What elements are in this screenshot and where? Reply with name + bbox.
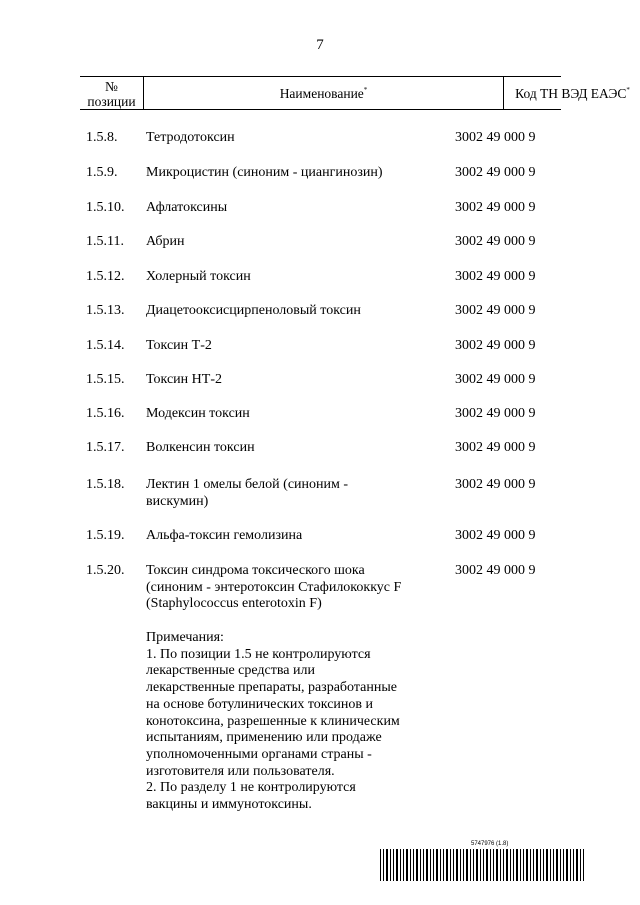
barcode-bar <box>540 849 541 881</box>
row-position-number: 1.5.17. <box>86 440 125 455</box>
row-position-number: 1.5.18. <box>86 477 125 492</box>
header-code-label: Код ТН ВЭД ЕАЭС <box>515 86 627 101</box>
barcode-bar <box>533 849 534 881</box>
barcode-bar <box>486 849 488 881</box>
notes-line: вакцины и иммунотоксины. <box>146 797 312 813</box>
barcode-bar <box>473 849 474 881</box>
row-position-number: 1.5.16. <box>86 406 125 421</box>
barcode-bar <box>446 849 448 881</box>
row-position-number: 1.5.12. <box>86 269 125 284</box>
barcode-bar <box>436 849 438 881</box>
row-name <box>146 338 436 355</box>
row-name-line: Модексин токсин <box>146 406 250 421</box>
barcode-bar <box>450 849 451 881</box>
row-name <box>146 303 436 320</box>
row-name <box>146 165 436 182</box>
notes-line: 1. По позиции 1.5 не контролируются <box>146 646 371 662</box>
barcode-bar <box>546 849 548 881</box>
barcode-number: 5747976 (1.8) <box>471 841 509 847</box>
row-name <box>146 563 436 613</box>
row-code: 3002 49 000 9 <box>455 338 536 353</box>
notes-line: лекарственные препараты, разработанные <box>146 680 397 696</box>
row-position-number: 1.5.20. <box>86 563 125 578</box>
row-position-number: 1.5.15. <box>86 372 125 387</box>
notes-block <box>146 630 446 814</box>
row-code: 3002 49 000 9 <box>455 440 536 455</box>
header-position-number <box>80 77 144 110</box>
header-name-footnote-mark: * <box>363 86 368 94</box>
barcode-bar <box>460 849 461 881</box>
barcode-bar <box>456 849 458 881</box>
notes-line: 2. По разделу 1 не контролируются <box>146 780 356 796</box>
barcode-bar <box>543 849 544 881</box>
row-name-line: Волкенсин токсин <box>146 440 255 455</box>
barcode-bar <box>573 849 574 881</box>
barcode-bar <box>470 849 471 881</box>
row-name-line: Диацетооксисцирпеноловый токсин <box>146 303 361 318</box>
row-name-line: Токсин НТ-2 <box>146 372 222 387</box>
row-name <box>146 130 436 147</box>
barcode-bar <box>506 849 508 881</box>
row-name-line: Токсин Т-2 <box>146 338 212 353</box>
barcode-bar <box>406 849 408 881</box>
barcode-bar <box>453 849 454 881</box>
notes-line: конотоксина, разрешенные к клиническим <box>146 713 400 729</box>
row-code: 3002 49 000 9 <box>455 130 536 145</box>
row-name <box>146 477 436 510</box>
row-name-line: Альфа-токсин гемолизина <box>146 528 303 543</box>
barcode-bar <box>433 849 434 881</box>
row-code: 3002 49 000 9 <box>455 200 536 215</box>
barcode-bar <box>400 849 401 881</box>
barcode-bar <box>380 849 381 881</box>
barcode-bar <box>516 849 518 881</box>
row-name-line: вискумин) <box>146 493 209 509</box>
barcode-bar <box>520 849 521 881</box>
barcode-bar <box>420 849 421 881</box>
row-name <box>146 269 436 286</box>
row-name <box>146 406 436 423</box>
row-name-line: (синоним - энтеротоксин Стафилококкус F <box>146 579 402 595</box>
row-code: 3002 49 000 9 <box>455 406 536 421</box>
table-header <box>80 76 630 110</box>
row-code: 3002 49 000 9 <box>455 372 536 387</box>
barcode-bar <box>523 849 524 881</box>
header-code-footnote-mark: * <box>626 86 630 94</box>
notes-line: лекарственные средства или <box>146 663 315 679</box>
row-name-line: Микроцистин (синоним - циангинозин) <box>146 165 383 180</box>
row-code: 3002 49 000 9 <box>455 165 536 180</box>
barcode-bar <box>496 849 498 881</box>
barcode-bar <box>440 849 441 881</box>
barcode-bar <box>480 849 481 881</box>
barcode-bar <box>493 849 494 881</box>
barcode-bar <box>513 849 514 881</box>
row-name <box>146 528 436 545</box>
barcode-bar <box>530 849 531 881</box>
row-code: 3002 49 000 9 <box>455 269 536 284</box>
barcode-bar <box>570 849 571 881</box>
row-position-number: 1.5.13. <box>86 303 125 318</box>
row-name <box>146 234 436 251</box>
notes-line: испытаниям, применению или продаже <box>146 730 382 746</box>
row-name <box>146 200 436 217</box>
row-code: 3002 49 000 9 <box>455 563 536 578</box>
row-position-number: 1.5.8. <box>86 130 118 145</box>
row-name-line: Токсин синдрома токсического шока <box>146 563 365 578</box>
barcode-bar <box>503 849 504 881</box>
barcode-bar <box>413 849 414 881</box>
barcode-bar <box>483 849 484 881</box>
row-name-line: Афлатоксины <box>146 200 228 215</box>
row-position-number: 1.5.9. <box>86 165 118 180</box>
row-name <box>146 372 436 389</box>
notes-line: уполномоченными органами страны - <box>146 746 372 762</box>
barcode-bar <box>443 849 444 881</box>
barcode-bar <box>566 849 568 881</box>
row-name-line: Холерный токсин <box>146 269 251 284</box>
row-name <box>146 440 436 457</box>
header-code <box>504 77 640 110</box>
row-position-number: 1.5.14. <box>86 338 125 353</box>
barcode-bar <box>583 849 584 881</box>
row-name-line: Тетродотоксин <box>146 130 235 145</box>
page-number: 7 <box>316 37 324 53</box>
row-code: 3002 49 000 9 <box>455 303 536 318</box>
barcode-bar <box>430 849 431 881</box>
notes-line: изготовителя или пользователя. <box>146 763 335 779</box>
barcode-bar <box>560 849 561 881</box>
barcode-bar <box>550 849 551 881</box>
barcode-bar <box>383 849 384 881</box>
barcode-bar <box>396 849 398 881</box>
header-name <box>144 77 504 110</box>
barcode-bar <box>463 849 464 881</box>
barcode-bar <box>423 849 424 881</box>
row-position-number: 1.5.19. <box>86 528 125 543</box>
barcode-bar <box>490 849 491 881</box>
barcode-bar <box>536 849 538 881</box>
header-num-symbol: № <box>105 79 118 94</box>
row-name-line: (Staphylococcus enterotoxin F) <box>146 596 322 611</box>
barcode-bar <box>476 849 478 881</box>
barcode-bar <box>403 849 404 881</box>
barcode-bar <box>563 849 564 881</box>
row-name-line: Лектин 1 омелы белой (синоним - <box>146 477 349 492</box>
notes-line: на основе ботулинических токсинов и <box>146 696 374 712</box>
barcode-bar <box>466 849 468 881</box>
barcode-bar <box>500 849 501 881</box>
barcode-bar <box>393 849 394 881</box>
barcode-bar <box>556 849 558 881</box>
row-name-line: Абрин <box>146 234 185 249</box>
barcode-bar <box>580 849 581 881</box>
barcode-bar <box>426 849 428 881</box>
row-position-number: 1.5.11. <box>86 234 124 249</box>
barcode-bar <box>526 849 528 881</box>
barcode-image <box>380 849 587 881</box>
row-code: 3002 49 000 9 <box>455 528 536 543</box>
row-code: 3002 49 000 9 <box>455 477 536 492</box>
barcode-bar <box>510 849 511 881</box>
barcode-bar <box>416 849 418 881</box>
barcode-bar <box>553 849 554 881</box>
row-position-number: 1.5.10. <box>86 200 125 215</box>
header-num-label: позиции <box>87 94 136 109</box>
row-code: 3002 49 000 9 <box>455 234 536 249</box>
barcode-bar <box>410 849 411 881</box>
header-name-label: Наименование <box>279 86 364 101</box>
barcode-bar <box>576 849 578 881</box>
barcode-bar <box>390 849 391 881</box>
notes-title: Примечания: <box>146 630 224 645</box>
barcode-bar <box>386 849 388 881</box>
